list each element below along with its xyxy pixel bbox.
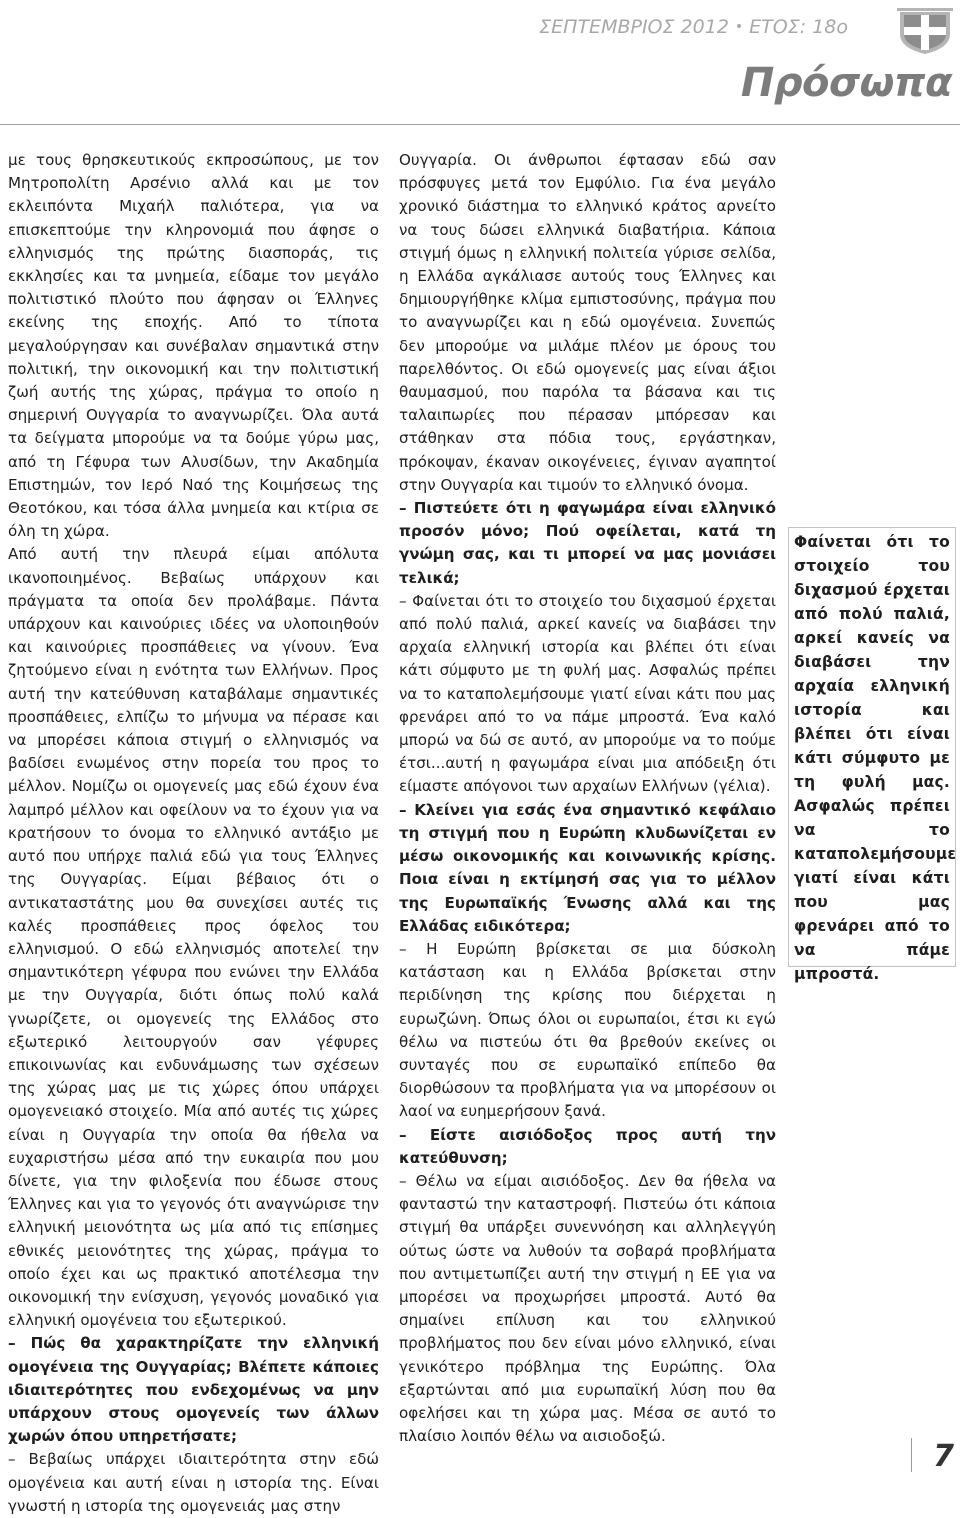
interview-question: – Πιστεύετε ότι η φαγωμάρα είναι ελληνικό προσόν μόνο; Πού οφείλεται, κατά τη γνώμη σας, και τι μπορεί να μας μονιάσει τελικά; <box>399 499 776 587</box>
interview-question: – Πώς θα χαρακτηρίζατε την ελληνική ομογένεια της Ουγγαρίας; Βλέπετε κάποιες ιδιαιτερότητες που ενδεχομένως να μην υπάρχουν στους ομογενείς των άλλων χωρών όπου υπηρετήσατε; <box>8 1334 379 1446</box>
section-title: Πρόσωπα <box>740 60 952 106</box>
article-paragraph: Από αυτή την πλευρά είμαι απόλυτα ικανοποιημένος. Βεβαίως υπάρχουν και πράγματα τα οποία δεν προλάβαμε. Πάντα υπάρχουν και καινούριες ιδέες να υλοποιηθούν και καινούριες προσπάθειες να γίνουν. Ένα ζητούμενο είναι η ενότητα των Ελλήνων. Προς αυτή την κατεύθυνση καταβάλαμε σημαντικές προσπάθειες, ελπίζω το μήνυμα να πέρασε και να μπορέσει κάποια στιγμή ο ελληνισμός να βαδίσει ενωμένος στην πορεία του προς το μέλλον. Νομίζω οι ομογενείς μας εδώ έχουν ένα λαμπρό μέλλον και οφείλουν να το έχουν για να κρατήσουν το όνομα το ελληνικό αντάξιο με αυτό που υπήρχε παλιά εδώ για τους Έλληνες της Ουγγαρίας. Είμαι βέβαιος ότι ο αντικαταστάτης μου θα συνεχίσει αυτές τις καλές προσπάθειες προς όφελος του ελληνισμού. Ο εδώ ελληνισμός αποτελεί την σημαντικότερη γέφυρα που ενώνει την Ελλάδα με την Ουγγαρία, διότι όπως πολύ καλά γνωρίζετε, οι ομογενείς της Ελλάδος στο εξωτερικό λειτουργούν σαν γέφυρες επικοινωνίας και ενδυνάμωσης των σχέσεων της χώρας μας με τις χώρες όπου υπάρχει ομογενειακό στοιχείο. Μία από αυτές τις χώρες είναι η Ουγγαρία την οποία θα ήθελα να ευχαριστήσω μέσα από την ευκαιρία που μου δίνετε, για την φιλοξενία που έδωσε στους Έλληνες και για το γεγονός ότι αναγνώρισε την ελληνική μειονότητα ως μία από τις επίσημες εθνικές μειονότητες της χώρας, πράγμα το οποίο έχει και ως πρακτικό αποτέλεσμα την οικονομική την ενίσχυση, γεγονός μοναδικό για ελληνική ομογένεια του εξωτερικού. <box>8 545 379 1330</box>
article-paragraph: – Θέλω να είμαι αισιόδοξος. Δεν θα ήθελα να φανταστώ την καταστροφή. Πιστεύω ότι κάποια στιγμή θα υπάρξει συνεννόηση και αλληλεγγύη ούτως ώστε να λυθούν τα σοβαρά προβλήματα που αντιμετωπίζει αυτή την στιγμή η ΕΕ για να μπορέσει να προχωρήσει μπροστά. Αυτό θα σημαίνει επίλυση και του ελληνικού προβλήματος που δεν είναι μόνο ελληνικό, είναι γενικότερο πρόβλημα της Ευρώπης. Όλα εξαρτώνται από μια ευρωπαϊκή λύση που θα οφελήσει και τη χώρα μας. Μέσα σε αυτό το πλαίσιο λοιπόν θέλω να αισιοδοξώ. <box>399 1171 776 1446</box>
article-paragraph: – Η Ευρώπη βρίσκεται σε μια δύσκολη κατάσταση και η Ελλάδα βρίσκεται στην περιδίνηση της κρίσης που διέρχεται η ευρωζώνη. Όπως όλοι οι ευρωπαίοι, έτσι κι εγώ θέλω να πιστεύω ότι θα βρεθούν εκείνες οι συνταγές που σε ευρωπαϊκό επίπεδο θα διορθώσουν τα προβλήματα για να μπορέσουν οι λαοί να ευημερήσουν ξανά. <box>399 939 776 1121</box>
interview-question: – Κλείνει για εσάς ένα σημαντικό κεφάλαιο τη στιγμή που η Ευρώπη κλυδωνίζεται εν μέσω οικονομικής και κοινωνικής κρίσης. Ποια είναι η εκτίμησή σας για το μέλλον της Ευρωπαϊκής Ένωσης αλλά και της Ελλάδας ειδικότερα; <box>399 800 776 935</box>
issue-date <box>539 16 848 38</box>
interview-question: – Είστε αισιόδοξος προς αυτή την κατεύθυνση; <box>399 1125 776 1167</box>
issue-year: ΕΤΟΣ: 18ο <box>749 16 848 38</box>
pull-quote <box>788 527 957 983</box>
issue-month-year: ΣΕΠΤΕΜΒΡΙΟΣ 2012 <box>539 16 729 38</box>
article-column-1 <box>8 149 379 1518</box>
pull-quote-text: Φαίνεται ότι το στοιχείο του διχασμού έρχεται από πολύ παλιά, αρκεί κανείς να διαβάσει την αρχαία ελληνική ιστορία και βλέπει ότι είναι κάτι σύμφυτο με τη φυλή μας. Ασφαλώς πρέπει να το καταπολεμήσουμε γιατί είναι κάτι που μας φρενάρει από το να πάμε μπροστά. <box>794 533 957 983</box>
article-paragraph: – Βεβαίως υπάρχει ιδιαιτερότητα στην εδώ ομογένεια και αυτή είναι η ιστορία της. Είναι γνωστή η ιστορία της ομογενειάς μας στην <box>8 1450 379 1515</box>
article-paragraph: – Φαίνεται ότι το στοιχείο του διχασμού έρχεται από πολύ παλιά, αρκεί κανείς να διαβάσει την αρχαία ελληνική ιστορία και βλέπει ότι είναι κάτι σύμφυτο με τη φυλή μας. Ασφαλώς πρέπει να το καταπολεμήσουμε γιατί είναι κάτι που μας φρενάρει από το να πάμε μπροστά. Ένα καλό μπορώ να δώ σε αυτό, αν μπορούμε να το πούμε έτσι...αυτή η φαγωμάρα είναι μια απόδειξη ότι είμαστε απόγονοι των αρχαίων Ελλήνων (γέλια). <box>399 591 776 796</box>
page-number-divider <box>911 1438 912 1472</box>
article-column-2 <box>399 149 776 1448</box>
header-rule <box>0 124 960 125</box>
article-paragraph: με τους θρησκευτικούς εκπροσώπους, με τον Μητροπολίτη Αρσένιο αλλά και με τον εκλειπόντα Μιχαήλ παλιότερα, για να επισκεπτούμε την κληρονομιά που άφησε ο ελληνισμός της πρώτης διασποράς, τις εκκλησίες και τα μνημεία, είδαμε τον μεγάλο πολιτιστικό πλούτο που άφησαν οι Έλληνες εκείνης της εποχής. Από το τίποτα μεγαλούργησαν και συνέβαλαν σημαντικά στην πολιτική, την οικονομική και την πολιτιστική ζωή αυτής της χώρας, πράγμα το οποίο η σημερινή Ουγγαρία το αναγνωρίζει. Όλα αυτά τα δείγματα μπορούμε να τα δούμε γύρω μας, από τη Γέφυρα των Αλυσίδων, την Ακαδημία Επιστημών, τον Ιερό Ναό της Κοιμήσεως της Θεοτόκου, και τόσα άλλα μνημεία και κτίρια σε όλη τη χώρα. <box>8 151 379 541</box>
page-number: 7 <box>933 1439 954 1474</box>
header-separator: • <box>734 19 744 35</box>
article-paragraph: Ουγγαρία. Οι άνθρωποι έφτασαν εδώ σαν πρόσφυγες μετά τον Εμφύλιο. Για ένα μεγάλο χρονικό διάστημα το ελληνικό κράτος αρνείτο να τους δώσει ελληνικά διαβατήρια. Κάποια στιγμή όμως η ελληνική πολιτεία γύρισε σελίδα, η Ελλάδα αγκάλιασε αυτούς τους Έλληνες και δημιουργήθηκε κλίμα εμπιστοσύνης, πράγμα που το αναγνωρίζει και η εδώ ομογένεια. Συνεπώς δεν μπορούμε να μιλάμε πλέον με όρους του παρελθόντος. Οι εδώ ομογενείς μας είναι άξιοι θαυμασμού, που παρόλα τα βάσανα και τις ταλαιπωρίες που πέρασαν μπόρεσαν και στάθηκαν στα πόδια τους, εργάστηκαν, πρόκοψαν, έκαναν οικογένειες, έγιναν αγαπητοί στην Ουγγαρία και τιμούν το ελληνικό όνομα. <box>399 151 776 494</box>
greek-flag-emblem-icon <box>896 6 954 56</box>
